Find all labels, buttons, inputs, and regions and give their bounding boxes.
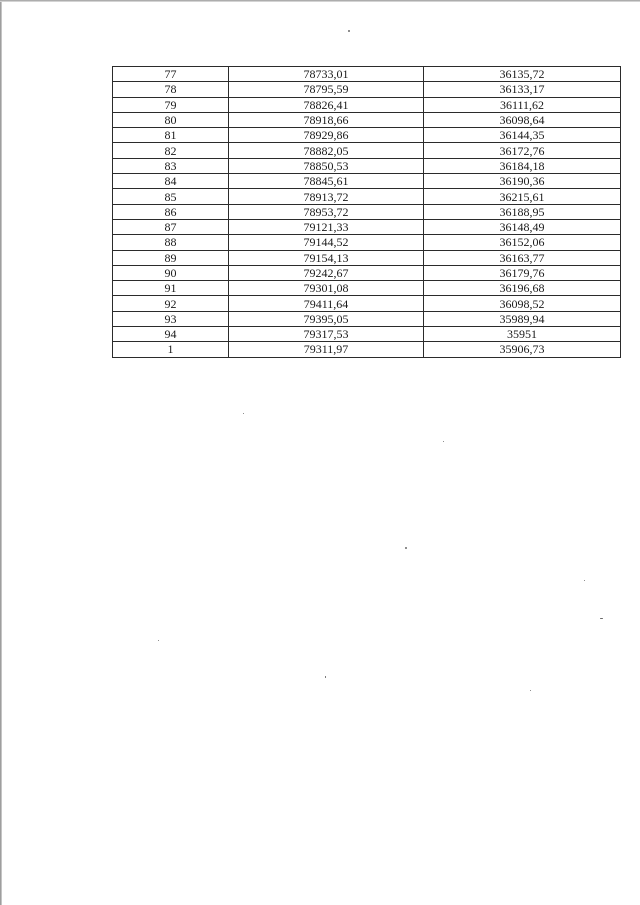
y-coordinate-cell: 36111,62 — [424, 97, 621, 112]
y-coordinate-cell: 36144,35 — [424, 128, 621, 143]
x-coordinate-cell: 79242,67 — [229, 265, 424, 280]
y-coordinate-cell: 36163,77 — [424, 250, 621, 265]
y-coordinate-cell: 36172,76 — [424, 143, 621, 158]
table-row — [113, 219, 621, 234]
point-number-cell: 89 — [113, 250, 229, 265]
point-number-cell: 80 — [113, 112, 229, 127]
point-number-cell: 85 — [113, 189, 229, 204]
x-coordinate-cell: 79301,08 — [229, 281, 424, 296]
point-number-cell: 90 — [113, 265, 229, 280]
scan-speck — [243, 413, 244, 414]
table-row — [113, 265, 621, 280]
x-coordinate-cell: 79317,53 — [229, 327, 424, 342]
coordinates-table — [112, 66, 621, 358]
x-coordinate-cell: 78882,05 — [229, 143, 424, 158]
table-row — [113, 82, 621, 97]
x-coordinate-cell: 78953,72 — [229, 204, 424, 219]
scan-speck — [600, 618, 603, 619]
y-coordinate-cell: 36215,61 — [424, 189, 621, 204]
scan-speck — [530, 690, 531, 691]
y-coordinate-cell: 36098,64 — [424, 112, 621, 127]
table-row — [113, 158, 621, 173]
table-row — [113, 67, 621, 82]
point-number-cell: 83 — [113, 158, 229, 173]
table-row — [113, 97, 621, 112]
table-row — [113, 296, 621, 311]
scan-speck — [443, 441, 444, 442]
y-coordinate-cell: 36188,95 — [424, 204, 621, 219]
x-coordinate-cell: 78918,66 — [229, 112, 424, 127]
point-number-cell: 78 — [113, 82, 229, 97]
table-row — [113, 143, 621, 158]
point-number-cell: 88 — [113, 235, 229, 250]
x-coordinate-cell: 79395,05 — [229, 311, 424, 326]
x-coordinate-cell: 78929,86 — [229, 128, 424, 143]
point-number-cell: 81 — [113, 128, 229, 143]
scan-speck — [325, 676, 326, 678]
point-number-cell: 94 — [113, 327, 229, 342]
x-coordinate-cell: 78850,53 — [229, 158, 424, 173]
y-coordinate-cell: 35906,73 — [424, 342, 621, 357]
point-number-cell: 79 — [113, 97, 229, 112]
point-number-cell: 93 — [113, 311, 229, 326]
coordinates-table-body — [113, 67, 621, 358]
point-number-cell: 82 — [113, 143, 229, 158]
table-row — [113, 311, 621, 326]
y-coordinate-cell: 36135,72 — [424, 67, 621, 82]
table-row — [113, 327, 621, 342]
table-row — [113, 174, 621, 189]
x-coordinate-cell: 79311,97 — [229, 342, 424, 357]
y-coordinate-cell: 36133,17 — [424, 82, 621, 97]
y-coordinate-cell: 36098,52 — [424, 296, 621, 311]
y-coordinate-cell: 36148,49 — [424, 219, 621, 234]
table-row — [113, 250, 621, 265]
x-coordinate-cell: 78913,72 — [229, 189, 424, 204]
x-coordinate-cell: 79411,64 — [229, 296, 424, 311]
scan-edge-top — [0, 0, 640, 2]
table-row — [113, 189, 621, 204]
x-coordinate-cell: 78795,59 — [229, 82, 424, 97]
point-number-cell: 84 — [113, 174, 229, 189]
x-coordinate-cell: 78733,01 — [229, 67, 424, 82]
table-row — [113, 112, 621, 127]
point-number-cell: 87 — [113, 219, 229, 234]
scan-edge-left — [0, 0, 2, 905]
y-coordinate-cell: 36184,18 — [424, 158, 621, 173]
table-row — [113, 204, 621, 219]
table-row — [113, 128, 621, 143]
table-row — [113, 281, 621, 296]
point-number-cell: 91 — [113, 281, 229, 296]
x-coordinate-cell: 78845,61 — [229, 174, 424, 189]
point-number-cell: 86 — [113, 204, 229, 219]
x-coordinate-cell: 79154,13 — [229, 250, 424, 265]
y-coordinate-cell: 36179,76 — [424, 265, 621, 280]
x-coordinate-cell: 78826,41 — [229, 97, 424, 112]
y-coordinate-cell: 35989,94 — [424, 311, 621, 326]
table-row — [113, 342, 621, 357]
y-coordinate-cell: 35951 — [424, 327, 621, 342]
y-coordinate-cell: 36196,68 — [424, 281, 621, 296]
y-coordinate-cell: 36152,06 — [424, 235, 621, 250]
x-coordinate-cell: 79121,33 — [229, 219, 424, 234]
y-coordinate-cell: 36190,36 — [424, 174, 621, 189]
scan-speck — [158, 640, 159, 641]
point-number-cell: 92 — [113, 296, 229, 311]
scan-speck — [348, 30, 350, 32]
point-number-cell: 77 — [113, 67, 229, 82]
scan-speck — [584, 580, 585, 581]
table-row — [113, 235, 621, 250]
x-coordinate-cell: 79144,52 — [229, 235, 424, 250]
point-number-cell: 1 — [113, 342, 229, 357]
scan-speck — [405, 547, 407, 549]
